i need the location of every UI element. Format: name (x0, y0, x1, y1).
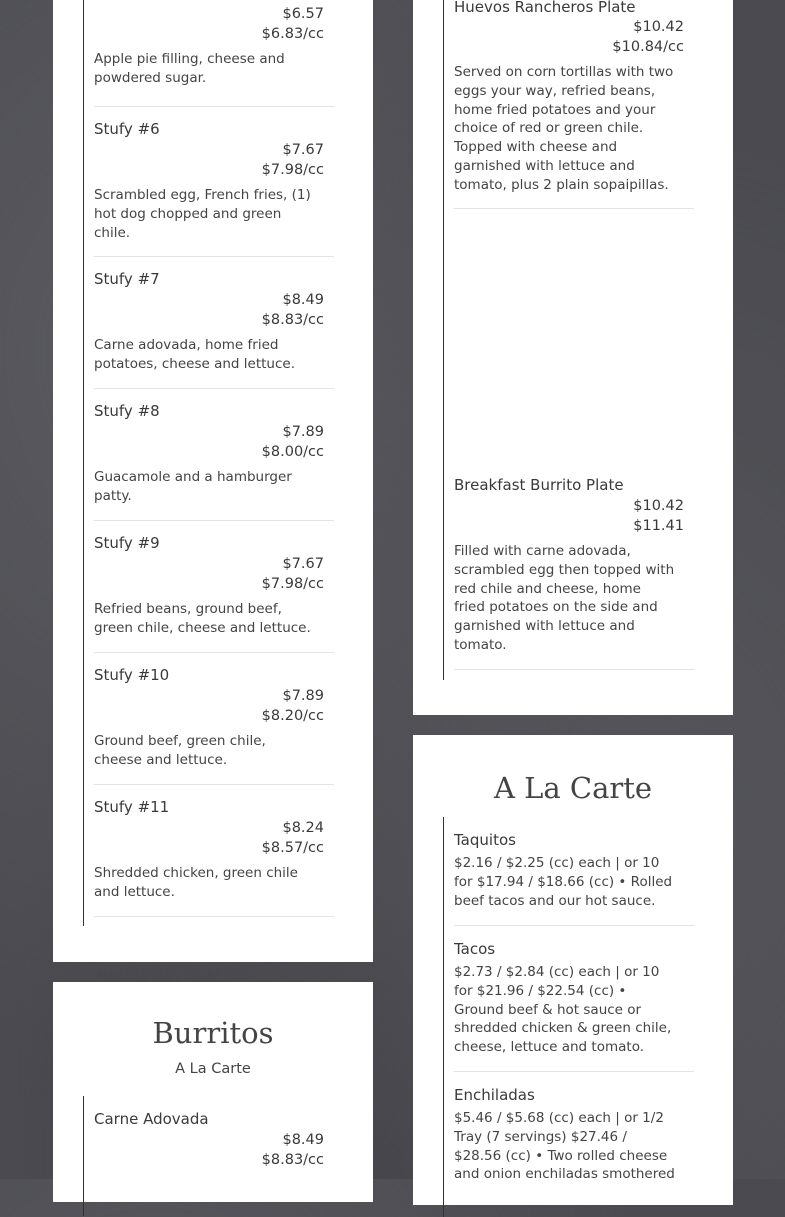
price: $8.49 (282, 292, 324, 308)
price-cc: $7.98/cc (261, 575, 324, 592)
menu-item-name: Carne Adovada (94, 1110, 209, 1128)
menu-item-description: $2.16 / $2.25 (cc) each | or 10 for $17.94 / $18.66 (cc) • Rolled beef tacos and our hot sauce. (454, 855, 673, 909)
menu-item-description: Shredded chicken, green chile and lettuce. (94, 865, 298, 900)
price: $10.42 (633, 498, 684, 514)
menu-items-list (83, 1096, 334, 1216)
price: $8.49 (282, 1132, 324, 1148)
divider (94, 916, 334, 917)
price-cc: $8.83/cc (261, 311, 324, 328)
divider (94, 106, 334, 107)
menu-item-price (454, 497, 694, 536)
menu-item-description: Filled with carne adovada, scrambled egg then topped with red chile and cheese, home fried potatoes on the side and garnished with lettuce and tomato. (454, 543, 675, 653)
menu-item-description: Guacamole and a hamburger patty. (94, 469, 292, 504)
menu-item (84, 666, 334, 770)
divider (94, 652, 334, 653)
divider (454, 208, 694, 209)
divider (454, 925, 694, 926)
menu-items-list (443, 817, 694, 1217)
price-cc: $8.00/cc (261, 443, 324, 460)
menu-item-name: Breakfast Burrito Plate (454, 476, 624, 494)
menu-item-price (94, 291, 334, 330)
menu-card-burritos (53, 982, 373, 1202)
menu-item-name: Stufy #6 (94, 120, 160, 138)
price: $7.67 (282, 556, 324, 572)
menu-item-price (94, 819, 334, 858)
menu-item-description: Ground beef, green chile, cheese and lettuce. (94, 733, 266, 768)
divider (94, 784, 334, 785)
menu-item-price (94, 1131, 334, 1170)
menu-item-name: Taquitos (454, 831, 516, 849)
price-cc: $7.98/cc (261, 161, 324, 178)
price-cc: $11.41 (633, 517, 684, 534)
menu-item (84, 270, 334, 374)
menu-item-price (94, 555, 334, 594)
menu-item (84, 1110, 334, 1170)
menu-item-description: Carne adovada, home fried potatoes, cheese and lettuce. (94, 337, 295, 372)
menu-item-description: Scrambled egg, French fries, (1) hot dog chopped and green chile. (94, 187, 311, 241)
divider (94, 388, 334, 389)
price-cc: $8.20/cc (261, 707, 324, 724)
menu-item-name: Stufy #11 (94, 798, 170, 816)
menu-item-description: Refried beans, ground beef, green chile, cheese and lettuce. (94, 601, 311, 636)
menu-items-list (443, 0, 694, 680)
menu-item-description: $5.46 / $5.68 (cc) each | or 1/2 Tray (7 servings) $27.46 / $28.56 (cc) • Two rolled cheese and onion enchiladas smothered (454, 1110, 675, 1183)
menu-item (444, 0, 694, 195)
divider (94, 256, 334, 257)
price: $10.42 (633, 19, 684, 35)
menu-card-stufys (53, 0, 373, 962)
menu-item-price (94, 5, 334, 44)
menu-item-description: Apple pie filling, cheese and powdered sugar. (94, 51, 285, 86)
menu-item-name: Huevos Rancheros Plate (454, 0, 636, 16)
menu-item-price (94, 687, 334, 726)
menu-item (444, 476, 694, 655)
menu-item-name: Stufy #9 (94, 534, 160, 552)
divider (454, 669, 694, 670)
price-cc: $6.83/cc (261, 25, 324, 42)
menu-item-name: Enchiladas (454, 1086, 535, 1104)
price-cc: $8.83/cc (261, 1151, 324, 1168)
price: $7.89 (282, 424, 324, 440)
price: $7.67 (282, 142, 324, 158)
menu-item (84, 120, 334, 242)
menu-card-a-la-carte (413, 735, 733, 1205)
price-cc: $10.84/cc (612, 38, 684, 55)
section-title: A La Carte (493, 771, 653, 805)
menu-items-list (83, 0, 334, 926)
price: $7.89 (282, 688, 324, 704)
menu-item-price (454, 18, 694, 57)
menu-item-name: Stufy #8 (94, 402, 160, 420)
divider (454, 1071, 694, 1072)
menu-card-plates (413, 0, 733, 715)
price: $6.57 (282, 6, 324, 22)
menu-item-price (94, 423, 334, 462)
menu-item-name: Stufy #7 (94, 270, 160, 288)
menu-item (84, 534, 334, 638)
menu-item-name: Stufy #10 (94, 666, 170, 684)
menu-item-description: Served on corn tortillas with two eggs your way, refried beans, home fried potatoes and your choice of red or green chile. Topped with cheese and garnished with lettuce and tomato, plus 2 plain sopaipillas. (454, 64, 674, 193)
menu-item (84, 0, 334, 88)
menu-item-name: Tacos (454, 940, 496, 958)
menu-item (444, 940, 694, 1057)
menu-item-description: $2.73 / $2.84 (cc) each | or 10 for $21.96 / $22.54 (cc) • Ground beef & hot sauce or shredded chicken & green chile, cheese, lettuce and tomato. (454, 964, 672, 1056)
menu-item (444, 831, 694, 910)
menu-item (444, 1086, 694, 1184)
price: $8.24 (282, 820, 324, 836)
menu-item (84, 798, 334, 902)
section-title: Burritos (152, 1016, 274, 1050)
price-cc: $8.57/cc (261, 839, 324, 856)
divider (94, 520, 334, 521)
menu-item (84, 402, 334, 506)
menu-item-price (94, 141, 334, 180)
section-subtitle: A La Carte (175, 1061, 251, 1077)
